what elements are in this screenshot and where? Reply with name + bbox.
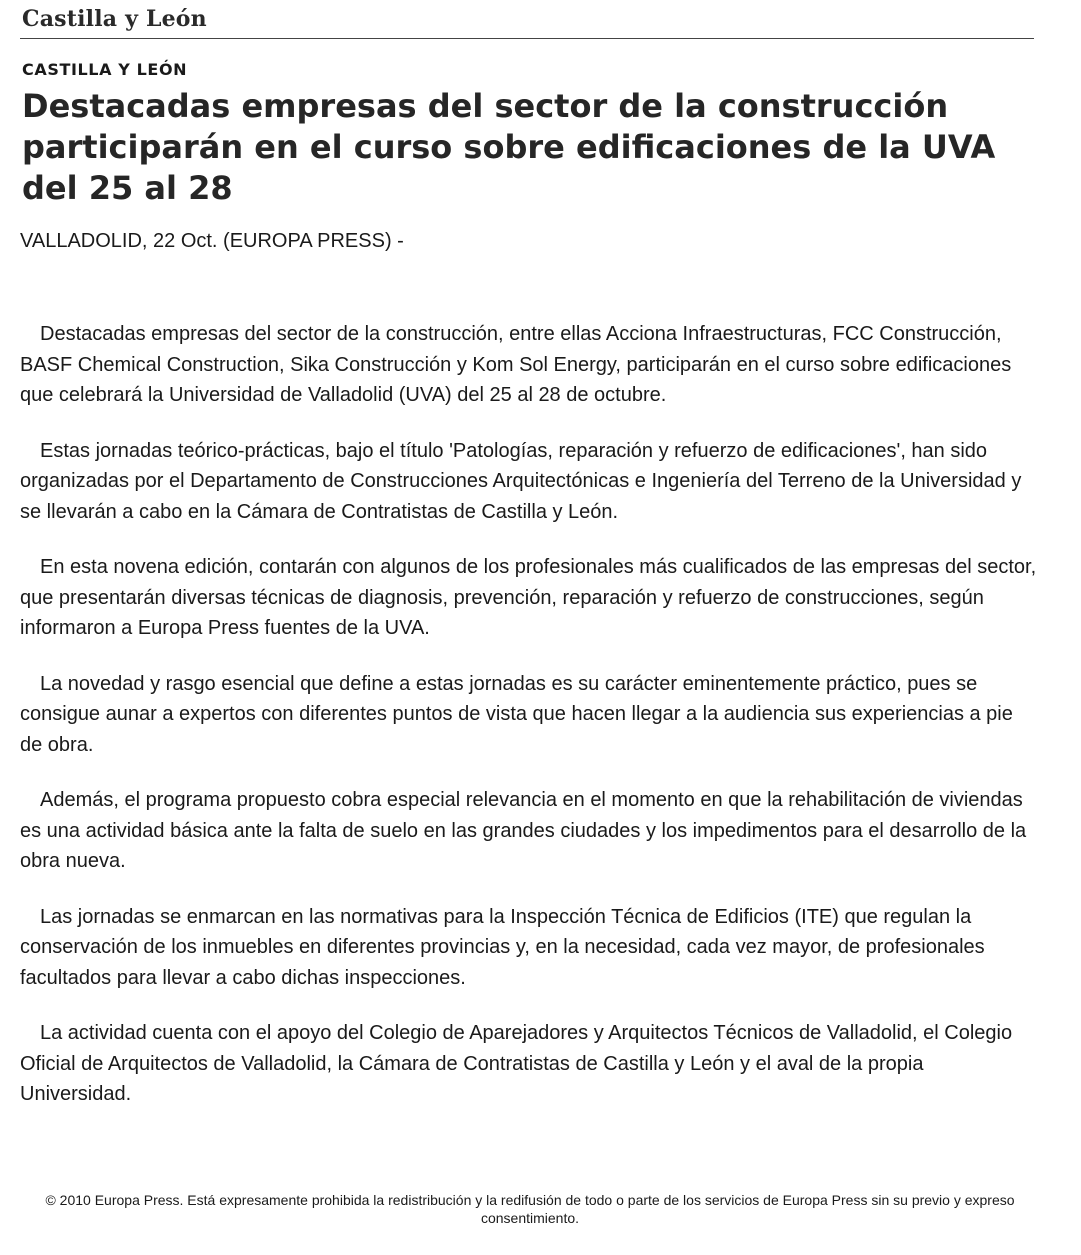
section-label: CASTILLA Y LEÓN — [22, 60, 188, 79]
masthead-divider — [20, 38, 1034, 39]
masthead-title: Castilla y León — [22, 6, 207, 32]
copyright-notice: © 2010 Europa Press. Está expresamente prohibida la redistribución y la redifusión de todo o parte de los servicios de Europa Press sin su previo y expreso consentimiento. — [45, 1192, 1015, 1226]
article-headline: Destacadas empresas del sector de la construcción participarán en el curso sobre edificaciones de la UVA del 25 al 28 — [22, 87, 996, 207]
article-dateline: VALLADOLID, 22 Oct. (EUROPA PRESS) - — [20, 230, 404, 252]
body-paragraph: La actividad cuenta con el apoyo del Colegio de Aparejadores y Arquitectos Técnicos de Valladolid, el Colegio Oficial de Arquitectos de Valladolid, la Cámara de Contratistas de Castilla y León y el aval de la propia Universidad. — [20, 1022, 1013, 1105]
body-paragraph: En esta novena edición, contarán con algunos de los profesionales más cualificados de las empresas del sector, que presentarán diversas técnicas de diagnosis, prevención, reparación y refuerzo de construcciones, según informaron a Europa Press fuentes de la UVA. — [20, 556, 1037, 639]
article-body — [20, 319, 1040, 1135]
body-paragraph: Las jornadas se enmarcan en las normativas para la Inspección Técnica de Edificios (ITE) que regulan la conservación de los inmuebles en diferentes provincias y, en la necesidad, cada vez mayor, de profesionales facultados para llevar a cabo dichas inspecciones. — [20, 905, 985, 989]
body-paragraph: Estas jornadas teórico-prácticas, bajo el título 'Patologías, reparación y refuerzo de edificaciones', han sido organizadas por el Departamento de Construcciones Arquitectónicas e Ingeniería del Terreno de la Universidad y se llevarán a cabo en la Cámara de Contratistas de Castilla y León. — [20, 439, 1022, 523]
body-paragraph: Además, el programa propuesto cobra especial relevancia en el momento en que la rehabilitación de viviendas es una actividad básica ante la falta de suelo en las grandes ciudades y los impedimentos para el desarrollo de la obra nueva. — [20, 789, 1027, 872]
body-paragraph: La novedad y rasgo esencial que define a estas jornadas es su carácter eminentemente práctico, pues se consigue aunar a expertos con diferentes puntos de vista que hacen llegar a la audiencia sus experiencias a pie de obra. — [20, 672, 1013, 756]
body-paragraph: Destacadas empresas del sector de la construcción, entre ellas Acciona Infraestructuras, FCC Construcción, BASF Chemical Construction, Sika Construcción y Kom Sol Energy, participarán en el curso sobre edificaciones que celebrará la Universidad de Valladolid (UVA) del 25 al 28 de octubre. — [20, 323, 1012, 406]
